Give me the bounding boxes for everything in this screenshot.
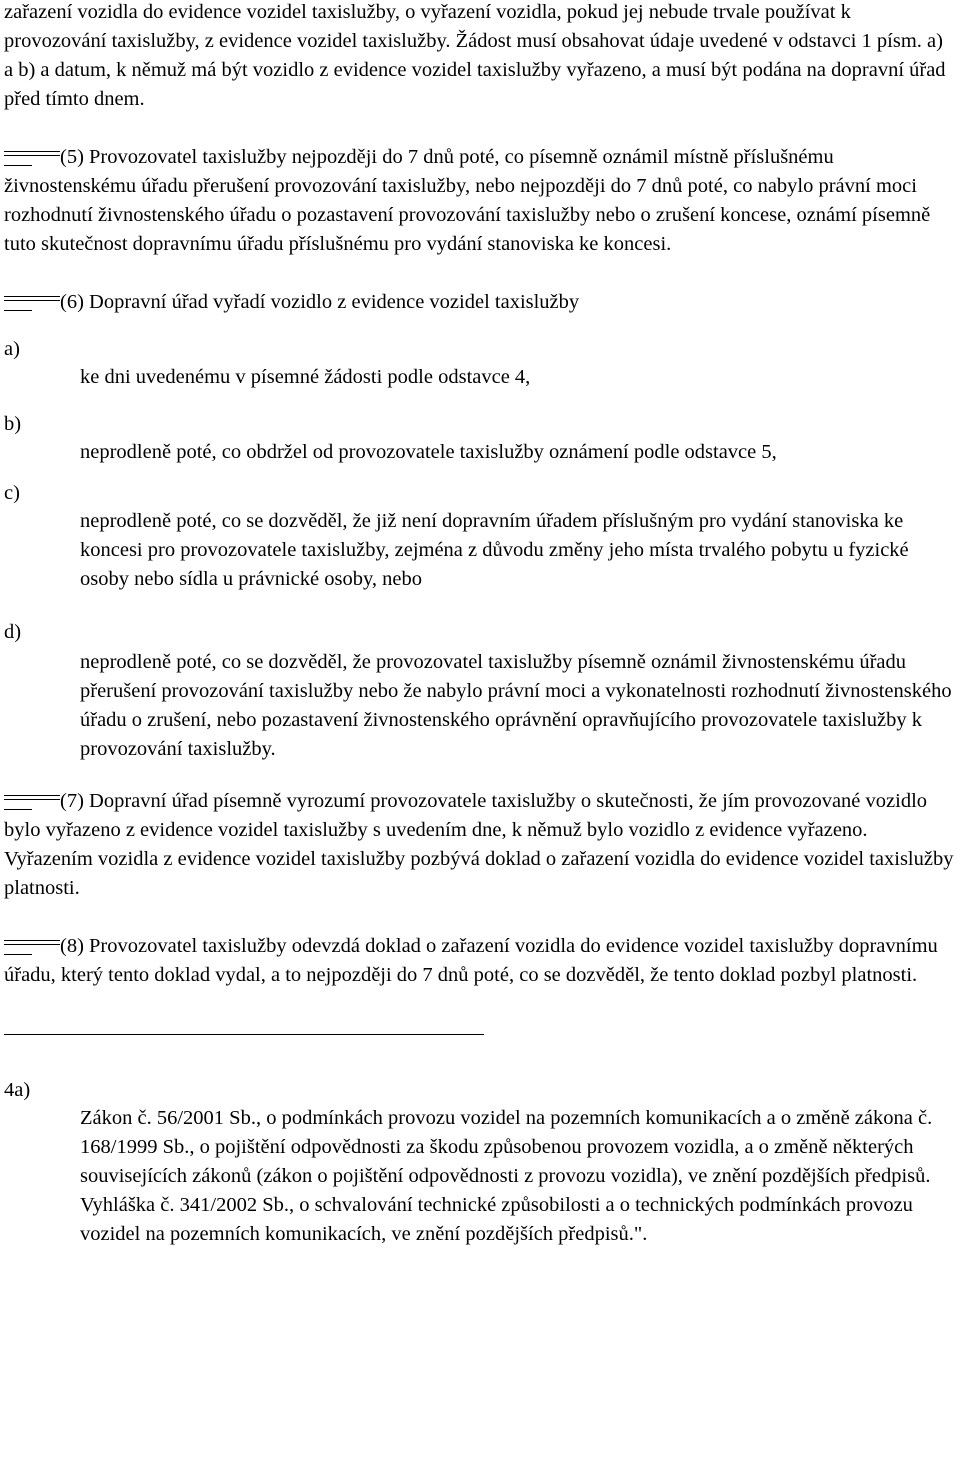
amendment-mark	[4, 938, 60, 952]
item-letter: b)	[4, 413, 22, 435]
list-item-b	[4, 413, 956, 467]
footnote-separator	[4, 1034, 484, 1035]
item-letter: a)	[4, 338, 20, 360]
amendment-mark	[4, 793, 60, 807]
item-text: ke dni uvedenému v písemné žádosti podle odstavce 4,	[80, 366, 531, 388]
paragraph-6	[4, 288, 956, 317]
paragraph-8	[4, 932, 956, 990]
intro-paragraph: zařazení vozidla do evidence vozidel taxislužby, o vyřazení vozidla, pokud jej nebude trvale používat k provozování taxislužby, z evidence vozidel taxislužby. Žádost musí obsahovat údaje uvedené v odstavci 1 písm. a) a b) a datum, k němuž má být vozidlo z evidence vozidel taxislužby vyřazeno, a musí být podána na dopravní úřad před tímto dnem.	[4, 1, 946, 110]
amendment-mark	[4, 149, 60, 163]
paragraph-7-text: (7) Dopravní úřad písemně vyrozumí provozovatele taxislužby o skutečnosti, že jím provozované vozidlo bylo vyřazeno z evidence vozidel taxislužby s uvedením dne, k němuž bylo vozidlo z evidence vyřazeno. Vyřazením vozidla z evidence vozidel taxislužby pozbývá doklad o zařazení vozidla do evidence vozidel taxislužby platnosti.	[4, 790, 954, 899]
footnote	[4, 1079, 956, 1249]
item-text: neprodleně poté, co obdržel od provozovatele taxislužby oznámení podle odstavce 5,	[80, 441, 777, 463]
list-item-c	[4, 482, 956, 594]
paragraph-5	[4, 143, 956, 259]
amendment-mark	[4, 294, 60, 308]
item-letter: c)	[4, 482, 20, 504]
document-page	[4, 0, 956, 1249]
paragraph-8-text: (8) Provozovatel taxislužby odevzdá doklad o zařazení vozidla do evidence vozidel taxislužby dopravnímu úřadu, který tento doklad vydal, a to nejpozději do 7 dnů poté, co se dozvěděl, že tento doklad pozbyl platnosti.	[4, 935, 938, 986]
item-text: neprodleně poté, co se dozvěděl, že již není dopravním úřadem příslušným pro vydání stanoviska ke koncesi pro provozovatele taxislužby, zejména z důvodu změny jeho místa trvalého pobytu u fyzické osoby nebo sídla u právnické osoby, nebo	[80, 510, 909, 590]
paragraph-7	[4, 787, 956, 903]
list-item-d	[4, 621, 956, 764]
item-letter: d)	[4, 621, 22, 643]
footnote-law: Zákon č. 56/2001 Sb., o podmínkách provozu vozidel na pozemních komunikacích a o změně zákona č. 168/1999 Sb., o pojištění odpovědnosti za škodu způsobenou provozem vozidla, a o změně některých souvisejících zákonů (zákon o pojištění odpovědnosti z provozu vozidla), ve znění pozdějších předpisů.	[80, 1107, 933, 1187]
item-list	[4, 338, 956, 764]
footnote-mark: 4a)	[4, 1079, 31, 1101]
paragraph-5-text: (5) Provozovatel taxislužby nejpozději do 7 dnů poté, co písemně oznámil místně příslušnému živnostenskému úřadu přerušení provozování taxislužby, nebo nejpozději do 7 dnů poté, co nabylo právní moci rozhodnutí živnostenského úřadu o pozastavení provozování taxislužby nebo o zrušení koncese, oznámí písemně tuto skutečnost dopravnímu úřadu příslušnému pro vydání stanoviska ke koncesi.	[4, 146, 931, 255]
footnote-decree: Vyhláška č. 341/2002 Sb., o schvalování technické způsobilosti a o technických podmínkách provozu vozidel na pozemních komunikacích, ve znění pozdějších předpisů.".	[80, 1194, 913, 1245]
paragraph-6-text: (6) Dopravní úřad vyřadí vozidlo z evidence vozidel taxislužby	[60, 291, 580, 313]
item-text: neprodleně poté, co se dozvěděl, že provozovatel taxislužby písemně oznámil živnostenskému úřadu přerušení provozování taxislužby nebo že nabylo právní moci a vykonatelnosti rozhodnutí živnostenského úřadu o zrušení, nebo pozastavení živnostenského oprávnění opravňujícího provozovatele taxislužby k provozování taxislužby.	[80, 651, 952, 760]
list-item-a	[4, 338, 956, 392]
